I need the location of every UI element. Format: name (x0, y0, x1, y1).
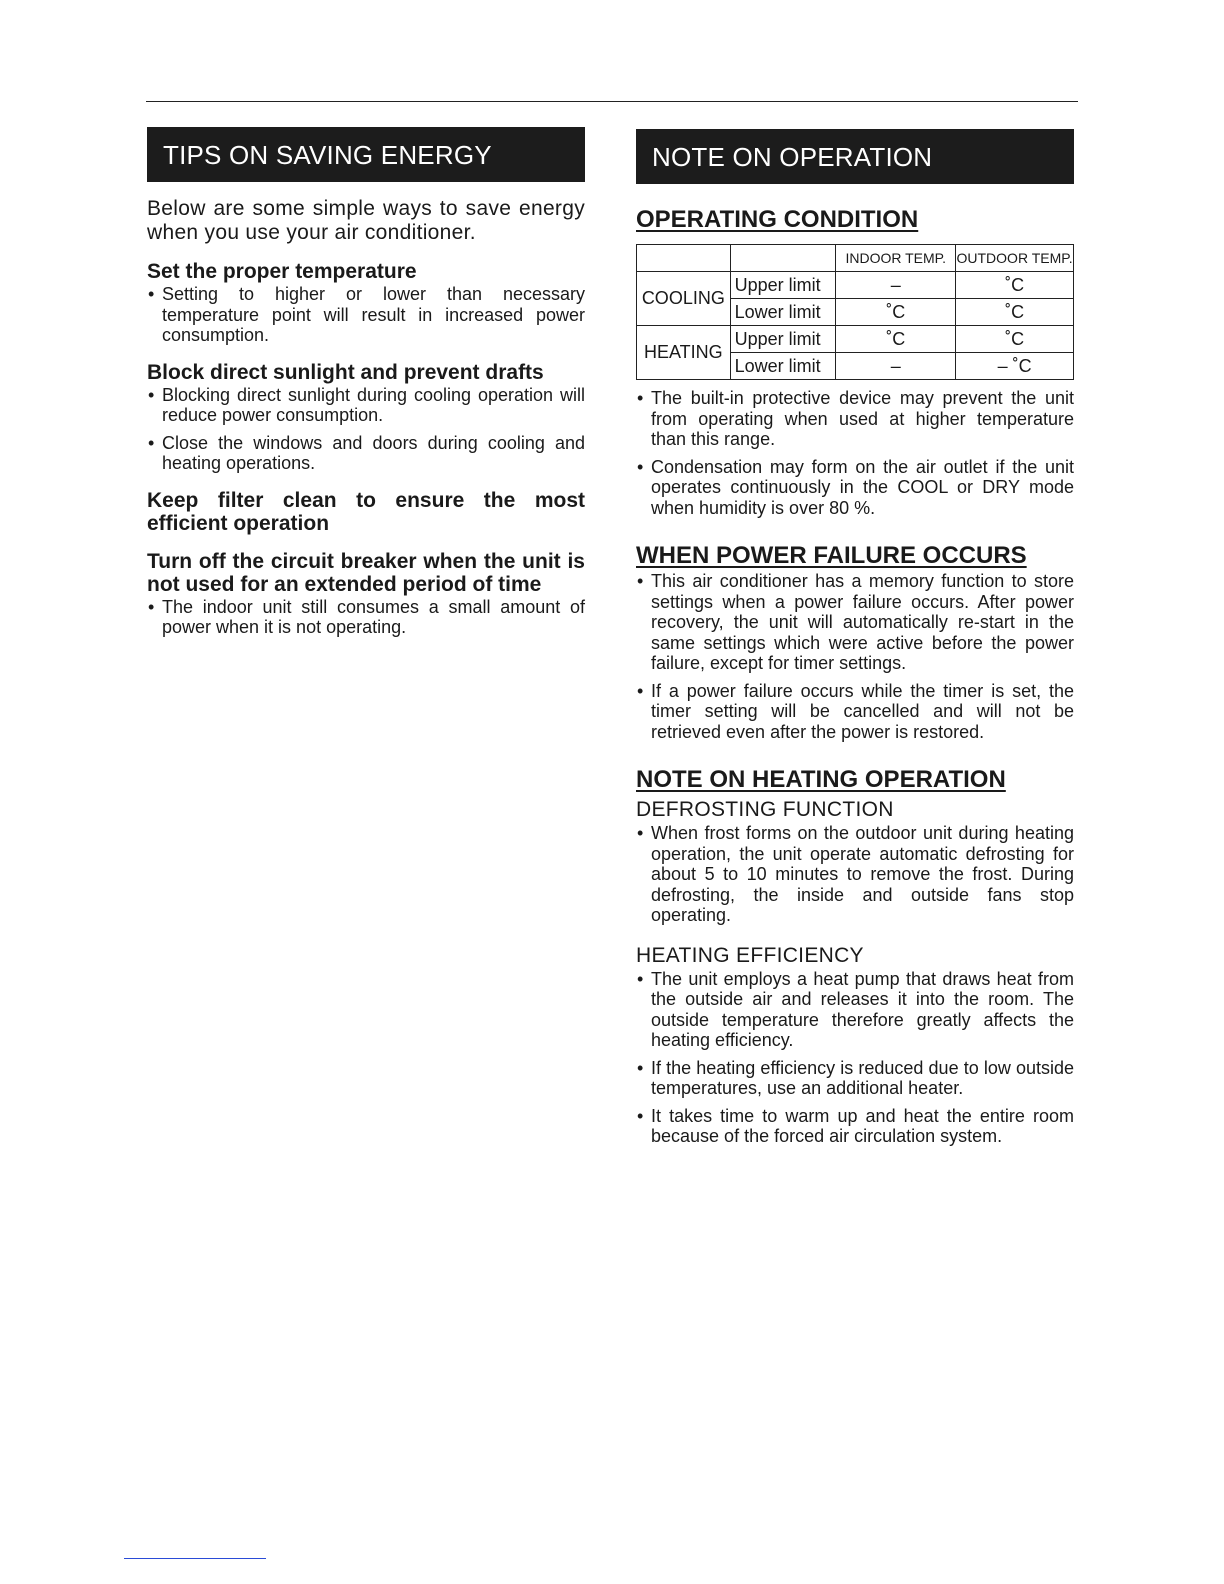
heating-label: HEATING (637, 326, 731, 380)
table-cell-empty (730, 245, 836, 272)
footer-link-rule (124, 1558, 266, 1559)
list-item: • Condensation may form on the air outlet if the unit operates continuously in the COOL or DRY mode when humidity is over 80 %. (636, 457, 1074, 519)
operating-notes (636, 388, 1074, 518)
list-item: • Setting to higher or lower than necessary temperature point will result in increased power consumption. (147, 284, 585, 346)
defrosting-notes (636, 823, 1074, 926)
table-row (637, 272, 1074, 299)
tip-heading-filter: Keep filter clean to ensure the most efficient operation (147, 488, 585, 535)
heating-operation-heading: NOTE ON HEATING OPERATION (636, 766, 1006, 793)
cooling-upper-outdoor: ˚C (956, 272, 1074, 299)
tips-intro: Below are some simple ways to save energy when you use your air conditioner. (147, 197, 585, 244)
cooling-lower-indoor: ˚C (836, 299, 956, 326)
cooling-label: COOLING (637, 272, 731, 326)
tip-list-sunlight (147, 385, 585, 474)
table-cell-empty (637, 245, 731, 272)
list-item: • If a power failure occurs while the timer is set, the timer setting will be cancelled and will not be retrieved even after the power is restored. (636, 681, 1074, 743)
upper-limit-label: Upper limit (730, 326, 836, 353)
list-item: • Close the windows and doors during cooling and heating operations. (147, 433, 585, 474)
lower-limit-label: Lower limit (730, 299, 836, 326)
indoor-temp-header: INDOOR TEMP. (836, 245, 956, 272)
heating-efficiency-notes (636, 969, 1074, 1147)
lower-limit-label: Lower limit (730, 353, 836, 380)
operation-banner: NOTE ON OPERATION (636, 129, 1074, 184)
power-failure-notes (636, 571, 1074, 742)
tips-column (147, 127, 585, 638)
cooling-lower-outdoor: ˚C (956, 299, 1074, 326)
cooling-upper-indoor: – (836, 272, 956, 299)
operating-condition-table (636, 244, 1074, 380)
list-item: • This air conditioner has a memory function to store settings when a power failure occurs. After power recovery, the unit will automatically re-start in the same settings which were active before the power failure, except for timer settings. (636, 571, 1074, 674)
list-item: • The unit employs a heat pump that draws heat from the outside air and releases it into the room. The outside temperature therefore greatly affects the heating efficiency. (636, 969, 1074, 1051)
tip-list-breaker (147, 597, 585, 638)
table-row (637, 245, 1074, 272)
tip-list-temperature (147, 284, 585, 346)
defrosting-heading: DEFROSTING FUNCTION (636, 798, 894, 821)
heating-lower-indoor: – (836, 353, 956, 380)
tips-banner: TIPS ON SAVING ENERGY (147, 127, 585, 182)
table-row (637, 326, 1074, 353)
tip-heading-temperature: Set the proper temperature (147, 260, 417, 283)
list-item: • The built-in protective device may prevent the unit from operating when used at higher temperature than this range. (636, 388, 1074, 450)
outdoor-temp-header: OUTDOOR TEMP. (956, 245, 1074, 272)
list-item: • If the heating efficiency is reduced due to low outside temperatures, use an additional heater. (636, 1058, 1074, 1099)
tip-heading-breaker: Turn off the circuit breaker when the unit is not used for an extended period of time (147, 549, 585, 596)
heating-upper-indoor: ˚C (836, 326, 956, 353)
heating-lower-outdoor: – ˚C (956, 353, 1074, 380)
power-failure-heading: WHEN POWER FAILURE OCCURS (636, 542, 1027, 569)
list-item: • It takes time to warm up and heat the entire room because of the forced air circulation system. (636, 1106, 1074, 1147)
top-rule (146, 101, 1078, 102)
operating-condition-heading: OPERATING CONDITION (636, 206, 919, 233)
heating-upper-outdoor: ˚C (956, 326, 1074, 353)
tip-heading-sunlight: Block direct sunlight and prevent drafts (147, 360, 544, 384)
list-item: • When frost forms on the outdoor unit during heating operation, the unit operate automatic defrosting for about 5 to 10 minutes to remove the frost. During defrosting, the inside and outside fans stop operating. (636, 823, 1074, 926)
list-item: • Blocking direct sunlight during cooling operation will reduce power consumption. (147, 385, 585, 426)
list-item: • The indoor unit still consumes a small amount of power when it is not operating. (147, 597, 585, 638)
operation-column (636, 129, 1074, 1147)
upper-limit-label: Upper limit (730, 272, 836, 299)
heating-efficiency-heading: HEATING EFFICIENCY (636, 943, 864, 967)
